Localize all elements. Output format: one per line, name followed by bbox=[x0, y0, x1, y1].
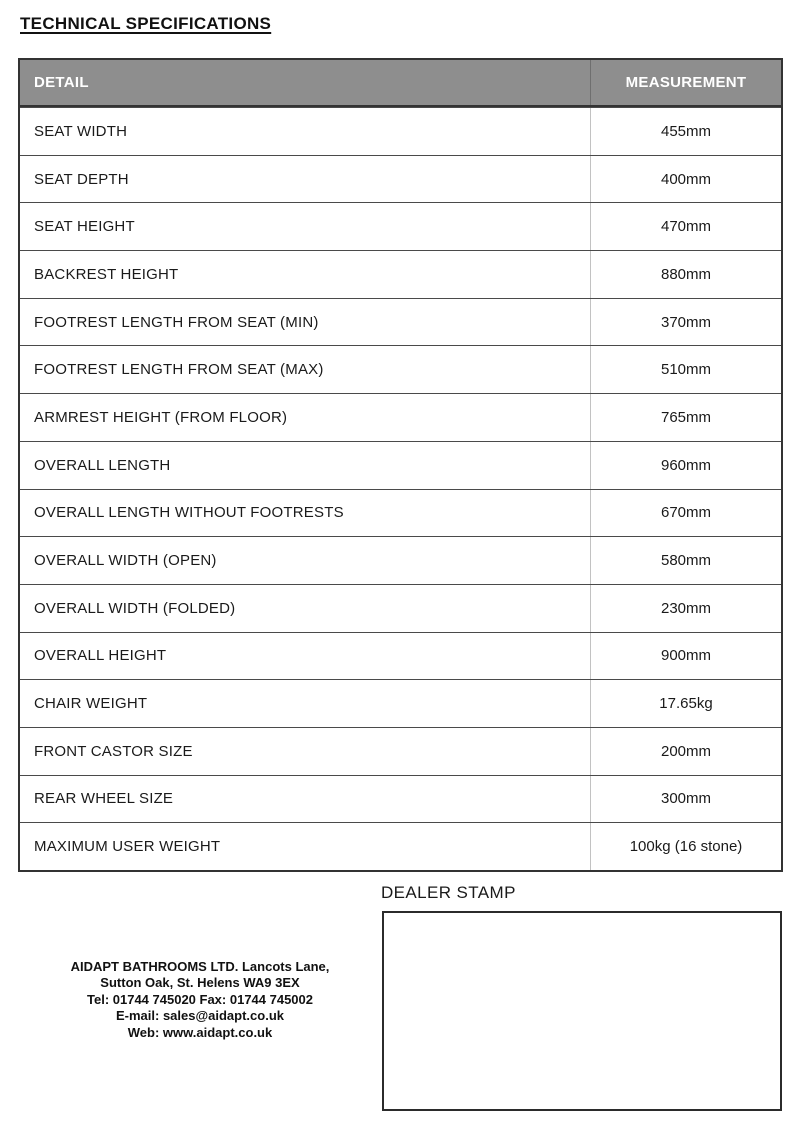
measurement-cell: 670mm bbox=[590, 490, 781, 537]
column-header-detail: DETAIL bbox=[34, 74, 89, 91]
dealer-stamp-box bbox=[382, 911, 782, 1111]
address-line: Web: www.aidapt.co.uk bbox=[127, 1024, 273, 1040]
table-header-row bbox=[20, 60, 781, 107]
measurement-cell: 470mm bbox=[590, 203, 781, 250]
measurement-cell: 100kg (16 stone) bbox=[590, 823, 781, 870]
table-row bbox=[20, 155, 781, 203]
detail-cell: FRONT CASTOR SIZE bbox=[34, 742, 193, 760]
table-row bbox=[20, 727, 781, 775]
measurement-cell: 230mm bbox=[590, 585, 781, 632]
measurement-cell: 580mm bbox=[590, 537, 781, 584]
table-row bbox=[20, 345, 781, 393]
measurement-cell: 960mm bbox=[590, 442, 781, 489]
table-row bbox=[20, 393, 781, 441]
measurement-cell: 880mm bbox=[590, 251, 781, 298]
detail-cell: OVERALL HEIGHT bbox=[34, 647, 167, 665]
table-row bbox=[20, 107, 781, 155]
detail-cell: OVERALL WIDTH (OPEN) bbox=[34, 552, 217, 570]
table-row bbox=[20, 250, 781, 298]
table-row bbox=[20, 632, 781, 680]
detail-cell: SEAT HEIGHT bbox=[34, 218, 135, 236]
measurement-cell: 200mm bbox=[590, 728, 781, 775]
address-line: E-mail: sales@aidapt.co.uk bbox=[115, 1008, 284, 1024]
address-line: Tel: 01744 745020 Fax: 01744 745002 bbox=[87, 991, 313, 1007]
table-row bbox=[20, 489, 781, 537]
table-row bbox=[20, 679, 781, 727]
detail-cell: BACKREST HEIGHT bbox=[34, 265, 179, 283]
table-row bbox=[20, 441, 781, 489]
detail-cell: OVERALL LENGTH WITHOUT FOOTRESTS bbox=[34, 504, 344, 522]
table-row bbox=[20, 775, 781, 823]
measurement-cell: 765mm bbox=[590, 394, 781, 441]
dealer-stamp-label: DEALER STAMP bbox=[381, 883, 516, 902]
detail-cell: REAR WHEEL SIZE bbox=[34, 790, 174, 808]
detail-cell: FOOTREST LENGTH FROM SEAT (MAX) bbox=[34, 361, 324, 379]
detail-cell: SEAT DEPTH bbox=[34, 170, 129, 188]
measurement-cell: 400mm bbox=[590, 156, 781, 203]
detail-cell: ARMREST HEIGHT (FROM FLOOR) bbox=[34, 408, 288, 426]
detail-cell: FOOTREST LENGTH FROM SEAT (MIN) bbox=[34, 313, 319, 331]
detail-cell: OVERALL LENGTH bbox=[34, 456, 171, 474]
measurement-cell: 510mm bbox=[590, 346, 781, 393]
company-address bbox=[30, 959, 370, 1041]
measurement-cell: 455mm bbox=[590, 108, 781, 155]
detail-cell: MAXIMUM USER WEIGHT bbox=[34, 838, 221, 856]
measurement-cell: 370mm bbox=[590, 299, 781, 346]
detail-cell: CHAIR WEIGHT bbox=[34, 695, 148, 713]
page-title: TECHNICAL SPECIFICATIONS bbox=[20, 14, 272, 33]
specifications-table bbox=[18, 58, 783, 872]
address-line: AIDAPT BATHROOMS LTD. Lancots Lane, bbox=[70, 959, 330, 974]
table-row bbox=[20, 202, 781, 250]
table-row bbox=[20, 298, 781, 346]
measurement-cell: 900mm bbox=[590, 633, 781, 680]
table-row bbox=[20, 536, 781, 584]
table-row bbox=[20, 584, 781, 632]
column-header-measurement: MEASUREMENT bbox=[590, 60, 781, 105]
table-row bbox=[20, 822, 781, 870]
detail-cell: SEAT WIDTH bbox=[34, 122, 128, 140]
measurement-cell: 17.65kg bbox=[590, 680, 781, 727]
detail-cell: OVERALL WIDTH (FOLDED) bbox=[34, 599, 236, 617]
address-line: Sutton Oak, St. Helens WA9 3EX bbox=[100, 975, 300, 991]
measurement-cell: 300mm bbox=[590, 776, 781, 823]
